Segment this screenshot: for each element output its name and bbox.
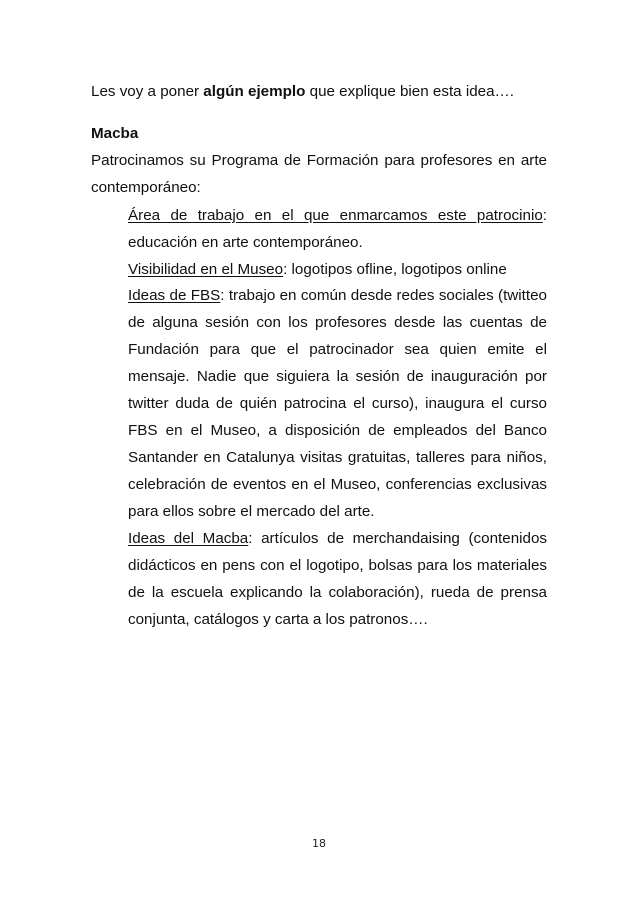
item-fbs-line: mensaje. Nadie que siguiera la sesión de inauguración por [128, 368, 547, 385]
item-visibilidad-rest: : logotipos ofline, logotipos online [283, 261, 507, 278]
intro-line [91, 82, 547, 102]
item-fbs-line: Fundación para que el patrocinador sea quien emite el [128, 341, 547, 358]
intro-text-after: que explique bien esta idea…. [305, 83, 514, 100]
item-fbs-line: celebración de eventos en el Museo, conferencias exclusivas [128, 476, 547, 493]
item-macba-line [128, 529, 547, 549]
item-macba-label: Ideas del Macba [128, 530, 249, 547]
item-area-label: Área de trabajo en el que enmarcamos este patrocinio [128, 207, 543, 224]
item-fbs-label: Ideas de FBS [128, 287, 221, 304]
item-fbs-line: twitter duda de quién patrocina el curso), inaugura el curso [128, 395, 547, 412]
item-fbs-line: FBS en el Museo, a disposición de empleados del Banco [128, 422, 547, 439]
item-fbs-line: de alguna sesión con los profesores desde las cuentas de [128, 314, 547, 331]
item-area-line: educación en arte contemporáneo. [128, 234, 363, 251]
item-visibilidad-line [128, 260, 547, 280]
intro-bold-text: algún ejemplo [203, 83, 306, 100]
intro-text-before: Les voy a poner [91, 83, 204, 100]
item-fbs-rest: : trabajo en común desde redes sociales (twitteo [220, 287, 547, 304]
page-number: 18 [312, 837, 326, 850]
item-fbs-line: para ellos sobre el mercado del arte. [128, 503, 375, 520]
item-macba-rest: : artículos de merchandaising (contenidos [248, 530, 548, 547]
item-area-rest: : [542, 207, 547, 224]
paragraph-line: contemporáneo: [91, 179, 201, 196]
item-visibilidad-label: Visibilidad en el Museo [128, 261, 284, 278]
item-fbs-line [128, 286, 547, 306]
item-macba-line: de la escuela explicando la colaboración), rueda de prensa [128, 584, 547, 601]
section-heading: Macba [91, 125, 139, 142]
item-area-line [128, 206, 547, 226]
item-macba-line: conjunta, catálogos y carta a los patronos…. [128, 611, 428, 628]
item-macba-line: didácticos en pens con el logotipo, bolsas para los materiales [128, 557, 547, 574]
paragraph-line: Patrocinamos su Programa de Formación para profesores en arte [91, 152, 547, 169]
item-fbs-line: Santander en Catalunya visitas gratuitas, talleres para niños, [128, 449, 547, 466]
